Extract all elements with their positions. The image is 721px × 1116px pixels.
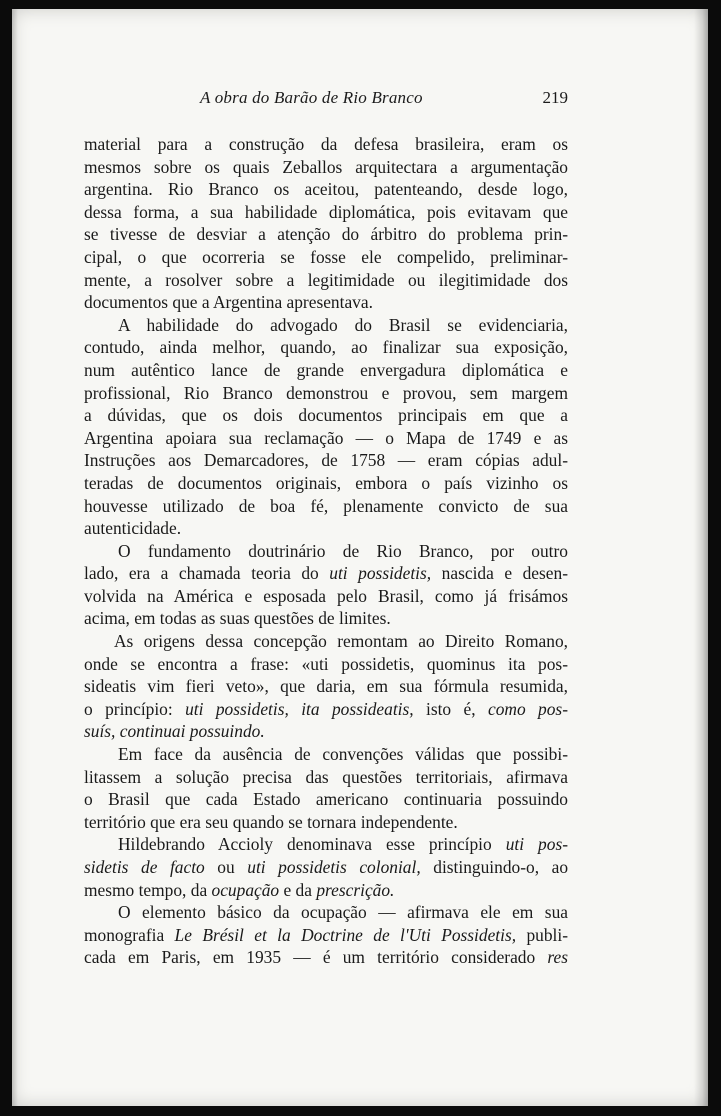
- text-line: Instruções aos Demarcadores, de 1758 — eram cópias adul-: [84, 450, 568, 471]
- text-line: As origens dessa concepção remontam ao Direito Romano,: [114, 631, 568, 652]
- text-line: num autêntico lance de grande envergadura diplomática e: [84, 359, 568, 380]
- text-line: mente, a rosolver sobre a legitimidade ou ilegitimidade dos: [84, 269, 568, 290]
- text-line: argentina. Rio Branco os aceitou, patenteando, desde logo,: [84, 179, 568, 200]
- text-line: A habilidade do advogado do Brasil se evidenciaria,: [118, 314, 568, 335]
- italic-term: Le Brésil et la Doctrine de l'Uti Possidetis,: [174, 924, 517, 945]
- text-line: [84, 946, 568, 969]
- running-title: A obra do Barão de Rio Branco: [200, 88, 423, 107]
- text-line: dessa forma, a sua habilidade diplomática, pois evitavam que: [84, 201, 568, 222]
- text-line: contudo, ainda melhor, quando, ao finalizar sua exposição,: [84, 337, 568, 358]
- text-line: cipal, o que ocorreria se fosse ele compelido, preliminar-: [84, 246, 568, 267]
- text-run: isto é,: [413, 698, 488, 719]
- text-run: o princípio:: [84, 698, 186, 719]
- text-line: [84, 879, 568, 902]
- text-line: a dúvidas, que os dois documentos principais em que a: [84, 405, 568, 426]
- text-line: [84, 924, 568, 947]
- italic-term: uti possidetis colonial,: [247, 857, 421, 877]
- text-line: [84, 833, 568, 856]
- text-line: sideatis vim fieri veto», que daria, em sua fórmula resumida,: [84, 676, 568, 697]
- italic-term: res: [547, 947, 568, 968]
- text-line: houvesse utilizado de boa fé, plenamente convicto de sua: [84, 495, 568, 516]
- text-run: lado, era a chamada teoria do: [84, 563, 330, 584]
- text-line: profissional, Rio Branco demonstrou e provou, sem margem: [84, 382, 568, 403]
- text-line: Em face da ausência de convenções válidas que possibi-: [118, 744, 568, 765]
- text-line: autenticidade.: [84, 518, 182, 539]
- text-run: cada em Paris, em 1935 — é um território considerado: [84, 947, 548, 968]
- body-text: [84, 133, 568, 969]
- text-line: litassem a solução precisa das questões territoriais, afirmava: [84, 766, 568, 787]
- page-edge-shadow-right: [694, 9, 708, 1106]
- italic-term: sidetis de facto: [84, 857, 205, 877]
- italic-term: uti possidetis,: [329, 563, 432, 584]
- paragraph-1: [84, 133, 568, 314]
- text-line: Argentina apoiara sua reclamação — o Mapa de 1749 e as: [84, 427, 568, 448]
- text-line: acima, em todas as suas questões de limites.: [84, 608, 391, 629]
- page-edge-shadow-left: [12, 9, 18, 1106]
- text-line: o Brasil que cada Estado americano continuaria possuindo: [84, 789, 568, 810]
- italic-term: uti possidetis, ita possideatis,: [185, 698, 414, 719]
- text-line: [84, 698, 568, 721]
- text-line: documentos que a Argentina apresentava.: [84, 292, 373, 313]
- text-line: volvida na América e esposada pelo Brasil, como já frisámos: [84, 585, 568, 606]
- italic-term: ocupação: [211, 879, 280, 900]
- paragraph-2: [84, 314, 568, 540]
- paragraph-5: [84, 743, 568, 833]
- text-run: distinguindo-o, ao: [420, 857, 569, 877]
- text-line: [84, 720, 568, 743]
- text-line: [84, 562, 568, 585]
- page-number: 219: [542, 88, 568, 107]
- text-run: e da: [279, 879, 317, 900]
- italic-term: suís, continuai possuindo.: [84, 721, 265, 742]
- paragraph-7: [84, 901, 568, 969]
- text-run: ou: [204, 857, 248, 877]
- text-line: se tivesse de desviar a atenção do árbitro do problema prin-: [84, 224, 568, 245]
- italic-term: como pos-: [487, 698, 568, 719]
- paragraph-4: [84, 630, 568, 743]
- text-line: [84, 856, 568, 879]
- text-line: onde se encontra a frase: «uti possidetis, quominus ita pos-: [84, 653, 568, 674]
- text-line: O fundamento doutrinário de Rio Branco, por outro: [118, 540, 568, 561]
- text-run: nascida e desen-: [431, 563, 569, 584]
- italic-term: uti pos-: [505, 834, 568, 855]
- paragraph-3: [84, 540, 568, 630]
- text-line: teradas de documentos originais, embora o país vizinho os: [84, 472, 568, 493]
- italic-term: prescrição.: [316, 879, 395, 900]
- text-run: Hildebrando Accioly denominava esse princípio: [118, 834, 506, 855]
- text-line: material para a construção da defesa brasileira, eram os: [84, 134, 568, 154]
- text-run: publi-: [516, 924, 569, 945]
- text-line: O elemento básico da ocupação — afirmava ele em sua: [118, 902, 568, 923]
- paragraph-6: [84, 833, 568, 901]
- text-line: mesmos sobre os quais Zeballos arquitectara a argumentação: [84, 156, 568, 177]
- text-line: território que era seu quando se tornara independente.: [84, 811, 458, 832]
- text-run: monografia: [84, 924, 175, 945]
- text-run: mesmo tempo, da: [84, 879, 212, 900]
